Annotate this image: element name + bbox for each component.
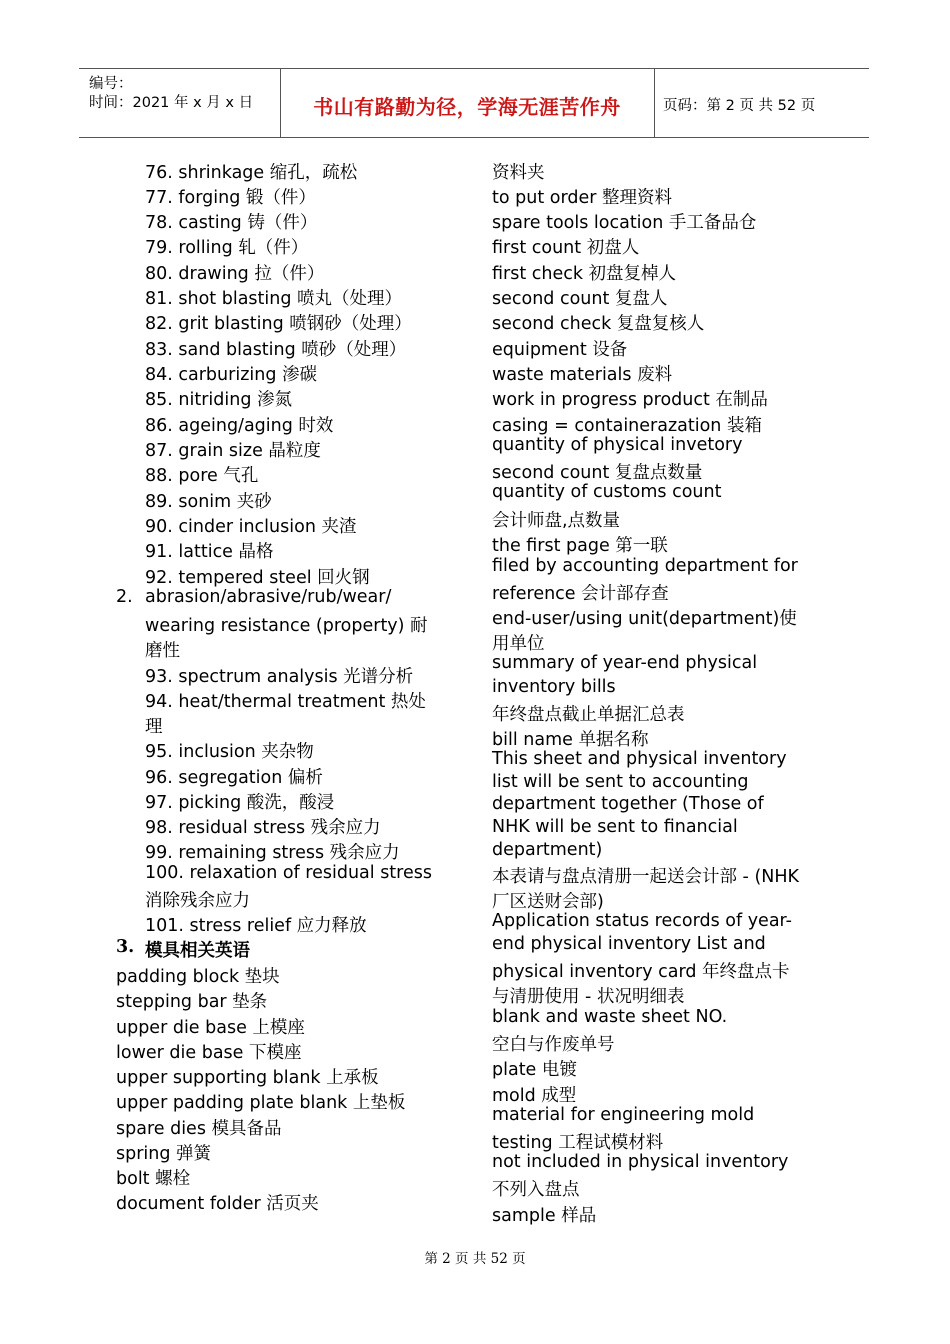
term-line: padding block 垫块 <box>116 967 280 987</box>
term-line: 90. cinder inclusion 夹渣 <box>145 517 357 537</box>
term-line: 99. remaining stress 残余应力 <box>145 843 400 863</box>
term-line: 82. grit blasting 喷钢砂（处理） <box>145 314 412 334</box>
term-line: second count 复盘点数量 <box>492 463 703 483</box>
term-line: 101. stress relief 应力释放 <box>145 916 367 936</box>
term-line: 89. sonim 夹砂 <box>145 492 272 512</box>
term-line: plate 电镀 <box>492 1060 577 1080</box>
term-line: 厂区送财会部) <box>492 892 604 912</box>
term-line: 76. shrinkage 缩孔，疏松 <box>145 163 358 183</box>
term-line: waste materials 废料 <box>492 365 673 385</box>
page-footer: 第 2 页 共 52 页 <box>424 1251 526 1267</box>
term-line: 79. rolling 轧（件） <box>145 238 309 258</box>
term-line: 87. grain size 晶粒度 <box>145 441 321 461</box>
term-line: end physical inventory List and <box>492 934 766 954</box>
term-line: document folder 活页夹 <box>116 1194 319 1214</box>
header-info-cell <box>79 69 281 137</box>
term-line: reference 会计部存查 <box>492 584 669 604</box>
term-line: upper padding plate blank 上垫板 <box>116 1093 406 1113</box>
term-line: 95. inclusion 夹杂物 <box>145 742 314 762</box>
term-line: 77. forging 锻（件） <box>145 188 316 208</box>
term-line: blank and waste sheet NO. <box>492 1007 728 1027</box>
term-line: 84. carburizing 渗碳 <box>145 365 318 385</box>
term-line: 不列入盘点 <box>492 1180 580 1200</box>
term-line: work in progress product 在制品 <box>492 390 768 410</box>
term-line: 资料夹 <box>492 163 545 183</box>
term-line: 消除残余应力 <box>145 891 250 911</box>
term-line: mold 成型 <box>492 1086 577 1106</box>
header-motto-cell <box>280 69 655 137</box>
date-label: 时间：2021 年 x 月 x 日 <box>89 95 254 111</box>
term-line: spring 弹簧 <box>116 1144 212 1164</box>
page-header <box>79 68 869 138</box>
term-line: 83. sand blasting 喷砂（处理） <box>145 340 407 360</box>
term-line: 与清册使用 - 状况明细表 <box>492 987 685 1007</box>
term-line: 91. lattice 晶格 <box>145 542 274 562</box>
term-line: 3. <box>116 937 135 957</box>
term-line: 用单位 <box>492 634 545 654</box>
term-line: quantity of customs count <box>492 482 722 502</box>
term-line: spare dies 模具备品 <box>116 1119 282 1139</box>
term-line: Application status records of year- <box>492 911 792 931</box>
term-line: 96. segregation 偏析 <box>145 768 323 788</box>
term-line: NHK will be sent to financial <box>492 817 738 837</box>
term-line: upper supporting blank 上承板 <box>116 1068 379 1088</box>
term-line: 年终盘点截止单据汇总表 <box>492 705 685 725</box>
term-line: not included in physical inventory <box>492 1152 789 1172</box>
term-line: 2. <box>116 587 133 607</box>
term-line: stepping bar 垫条 <box>116 992 268 1012</box>
term-line: 94. heat/thermal treatment 热处 <box>145 692 426 712</box>
term-line: material for engineering mold <box>492 1105 755 1125</box>
term-line: inventory bills <box>492 677 616 697</box>
term-line: department) <box>492 840 603 860</box>
term-line: the first page 第一联 <box>492 536 668 556</box>
term-line: 会计师盘,点数量 <box>492 511 621 531</box>
term-line: list will be sent to accounting <box>492 772 749 792</box>
term-line: 模具相关英语 <box>145 941 250 961</box>
term-line: wearing resistance (property) 耐 <box>145 616 428 636</box>
term-line: 85. nitriding 渗氮 <box>145 390 292 410</box>
term-line: casing = containerazation 装箱 <box>492 416 762 436</box>
term-line: This sheet and physical inventory <box>492 749 787 769</box>
term-line: 80. drawing 拉（件） <box>145 264 325 284</box>
term-line: 88. pore 气孔 <box>145 466 259 486</box>
term-line: summary of year-end physical <box>492 653 758 673</box>
term-line: 92. tempered steel 回火钢 <box>145 568 370 588</box>
term-line: 97. picking 酸洗，酸浸 <box>145 793 335 813</box>
term-line: to put order 整理资料 <box>492 188 672 208</box>
term-line: second check 复盘复核人 <box>492 314 705 334</box>
term-line: first check 初盘复棹人 <box>492 264 677 284</box>
term-line: first count 初盘人 <box>492 238 640 258</box>
term-line: testing 工程试模材料 <box>492 1133 664 1153</box>
term-line: 93. spectrum analysis 光谱分析 <box>145 667 414 687</box>
term-line: quantity of physical invetory <box>492 435 743 455</box>
term-line: equipment 设备 <box>492 340 628 360</box>
serial-number-label: 编号： <box>89 76 133 92</box>
term-line: bill name 单据名称 <box>492 730 649 750</box>
term-line: physical inventory card 年终盘点卡 <box>492 962 790 982</box>
term-line: 磨性 <box>145 641 180 661</box>
term-line: 98. residual stress 残余应力 <box>145 818 381 838</box>
term-line: 空白与作废单号 <box>492 1035 615 1055</box>
motto-text: 书山有路勤为径，学海无涯苦作舟 <box>313 95 621 119</box>
term-line: filed by accounting department for <box>492 556 798 576</box>
term-line: department together (Those of <box>492 794 764 814</box>
term-line: abrasion/abrasive/rub/wear/ <box>145 587 392 607</box>
term-line: upper die base 上模座 <box>116 1018 305 1038</box>
page-number-label: 页码：第 2 页 共 52 页 <box>663 98 816 114</box>
term-line: 78. casting 铸（件） <box>145 213 318 233</box>
term-line: 理 <box>145 717 163 737</box>
term-line: 81. shot blasting 喷丸（处理） <box>145 289 403 309</box>
header-page-cell <box>655 69 869 137</box>
term-line: 100. relaxation of residual stress <box>145 863 432 883</box>
term-line: second count 复盘人 <box>492 289 668 309</box>
term-line: 86. ageing/aging 时效 <box>145 416 334 436</box>
term-line: lower die base 下模座 <box>116 1043 302 1063</box>
term-line: sample 样品 <box>492 1206 597 1226</box>
term-line: spare tools location 手工备品仓 <box>492 213 757 233</box>
term-line: bolt 螺栓 <box>116 1169 191 1189</box>
term-line: 本表请与盘点清册一起送会计部 - (NHK <box>492 867 799 887</box>
term-line: end-user/using unit(department)使 <box>492 609 797 629</box>
